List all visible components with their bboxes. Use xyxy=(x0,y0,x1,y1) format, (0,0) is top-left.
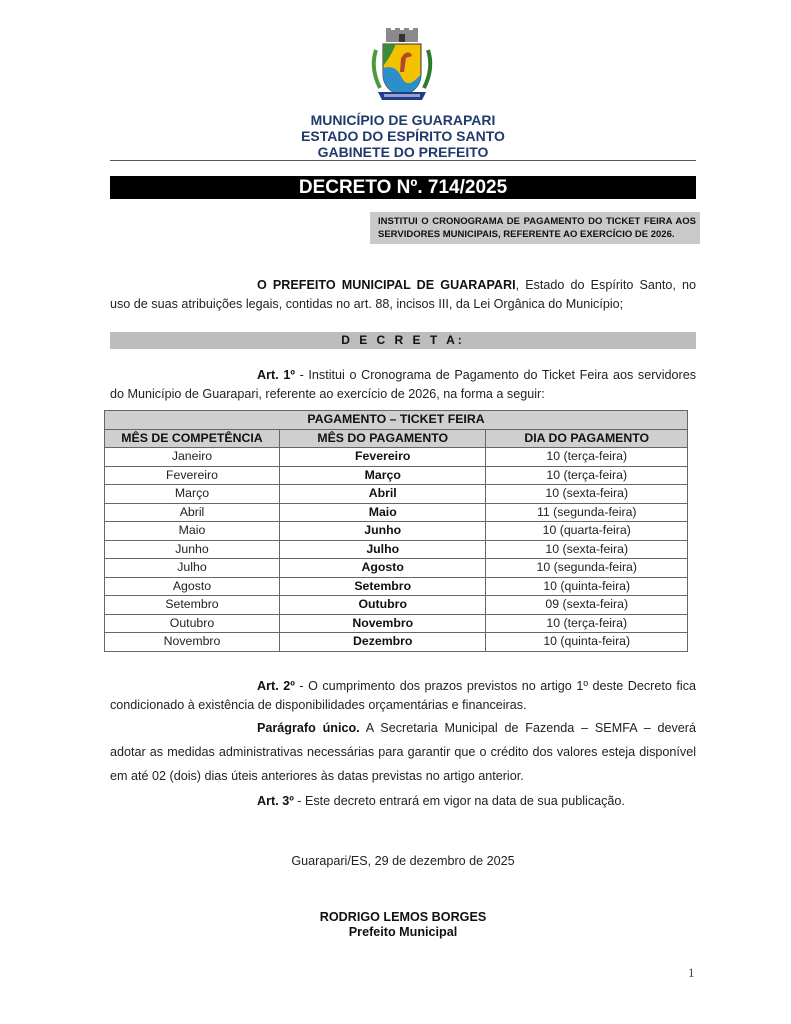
competence-month: Junho xyxy=(105,540,280,559)
payment-month: Setembro xyxy=(279,577,485,596)
payment-month: Outubro xyxy=(279,596,485,615)
table-row xyxy=(105,485,688,504)
payment-month: Junho xyxy=(279,522,485,541)
payment-month: Maio xyxy=(279,503,485,522)
article-1-label: Art. 1º xyxy=(257,368,295,382)
competence-month: Outubro xyxy=(105,614,280,633)
table-row xyxy=(105,503,688,522)
payment-day: 10 (sexta-feira) xyxy=(486,485,688,504)
payment-day: 10 (segunda-feira) xyxy=(486,559,688,578)
table-row xyxy=(105,614,688,633)
competence-month: Novembro xyxy=(105,633,280,652)
payment-day: 10 (terça-feira) xyxy=(486,466,688,485)
payment-month: Abril xyxy=(279,485,485,504)
table-title: PAGAMENTO – TICKET FEIRA xyxy=(105,411,688,430)
payment-day: 10 (terça-feira) xyxy=(486,614,688,633)
article-2-label: Art. 2º xyxy=(257,679,295,693)
place-and-date: Guarapari/ES, 29 de dezembro de 2025 xyxy=(291,854,515,868)
table-row xyxy=(105,522,688,541)
header-divider xyxy=(110,160,696,161)
column-header-payment-month: MÊS DO PAGAMENTO xyxy=(279,429,485,448)
table-row xyxy=(105,559,688,578)
institution-header xyxy=(110,112,696,160)
page-number: 1 xyxy=(688,965,695,980)
competence-month: Fevereiro xyxy=(105,466,280,485)
decree-summary: INSTITUI O CRONOGRAMA DE PAGAMENTO DO TICKET FEIRA AOS SERVIDORES MUNICIPAIS, REFERENTE AO EXERCÍCIO DE 2026. xyxy=(370,212,700,244)
payment-month: Novembro xyxy=(279,614,485,633)
decreta-heading: D E C R E T A: xyxy=(110,332,696,349)
decree-title: DECRETO Nº. 714/2025 xyxy=(110,176,696,199)
payment-month: Agosto xyxy=(279,559,485,578)
competence-month: Março xyxy=(105,485,280,504)
payment-day: 09 (sexta-feira) xyxy=(486,596,688,615)
payment-month: Dezembro xyxy=(279,633,485,652)
payment-day: 10 (terça-feira) xyxy=(486,448,688,467)
article-2-text: - O cumprimento dos prazos previstos no artigo 1º deste Decreto fica condicionado à existência de disponibilidades orçamentárias e financeiras. xyxy=(110,679,696,712)
article-1-text: - Institui o Cronograma de Pagamento do Ticket Feira aos servidores do Município de Guarapari, referente ao exercício de 2026, na forma a seguir: xyxy=(110,368,696,401)
preamble-text: , Estado do Espírito Santo, no uso de suas atribuições legais, contidas no art. 88, incisos III, da Lei Orgânica do Município; xyxy=(110,278,696,311)
payment-schedule-table xyxy=(104,410,688,652)
sole-paragraph xyxy=(110,716,696,788)
preamble-bold: O PREFEITO MUNICIPAL DE GUARAPARI xyxy=(257,278,516,292)
competence-month: Abril xyxy=(105,503,280,522)
coat-of-arms-icon xyxy=(366,28,438,106)
payment-day: 10 (quinta-feira) xyxy=(486,577,688,596)
sole-paragraph-text: A Secretaria Municipal de Fazenda – SEMFA – deverá adotar as medidas administrativas necessárias para garantir que o crédito dos valores esteja disponível em até 02 (dois) dias úteis anteriores às datas previstas no artigo anterior. xyxy=(110,721,697,783)
column-header-payment-day: DIA DO PAGAMENTO xyxy=(486,429,688,448)
signature-block xyxy=(110,910,696,940)
office-name: GABINETE DO PREFEITO xyxy=(317,144,489,160)
competence-month: Janeiro xyxy=(105,448,280,467)
signatory-role: Prefeito Municipal xyxy=(348,925,458,939)
article-2 xyxy=(110,677,696,715)
competence-month: Maio xyxy=(105,522,280,541)
article-3 xyxy=(110,792,696,811)
competence-month: Setembro xyxy=(105,596,280,615)
competence-month: Julho xyxy=(105,559,280,578)
article-3-label: Art. 3º xyxy=(257,794,294,808)
table-row xyxy=(105,577,688,596)
table-row xyxy=(105,466,688,485)
payment-day: 10 (quarta-feira) xyxy=(486,522,688,541)
municipality-name: MUNICÍPIO DE GUARAPARI xyxy=(310,112,496,128)
table-row xyxy=(105,596,688,615)
payment-day: 11 (segunda-feira) xyxy=(486,503,688,522)
signatory-name: RODRIGO LEMOS BORGES xyxy=(319,910,487,924)
table-row xyxy=(105,448,688,467)
payment-day: 10 (quinta-feira) xyxy=(486,633,688,652)
table-row xyxy=(105,633,688,652)
article-1 xyxy=(110,366,696,404)
payment-day: 10 (sexta-feira) xyxy=(486,540,688,559)
sole-paragraph-label: Parágrafo único. xyxy=(257,721,360,735)
preamble-paragraph xyxy=(110,276,696,314)
article-3-text: - Este decreto entrará em vigor na data de sua publicação. xyxy=(293,794,625,808)
state-name: ESTADO DO ESPÍRITO SANTO xyxy=(301,128,505,144)
payment-month: Julho xyxy=(279,540,485,559)
payment-month: Fevereiro xyxy=(279,448,485,467)
payment-month: Março xyxy=(279,466,485,485)
column-header-competence-month: MÊS DE COMPETÊNCIA xyxy=(105,429,280,448)
table-row xyxy=(105,540,688,559)
competence-month: Agosto xyxy=(105,577,280,596)
